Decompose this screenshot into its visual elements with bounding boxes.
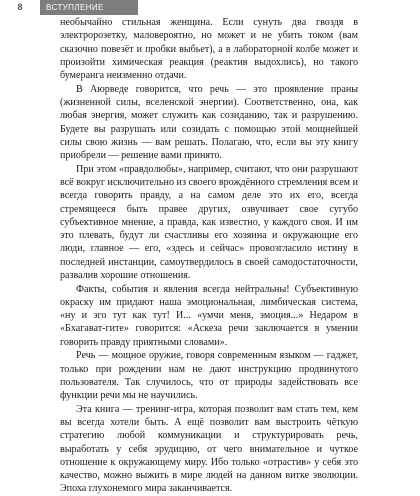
paragraph-this-book: Эта книга — тренинг-игра, которая позволит вам стать тем, кем вы всегда хотели быть. А ещё позволит вам выстроить чёткую стратегию любой коммуникации и структурировать речь, выработать у себя эрудицию, от чего внимательное и чуткое отношение к окружающему миру. Ибо только «отрастив» у себя это качество, можно выжить в мире людей на данном витке эволюции. Эпоха глухонемого мира заканчивается. xyxy=(60,403,358,495)
paragraph-continued: необычайно стильная женщина. Если сунуть два гвоздя в электророзетку, маловероятно, но может и не убить током (вам сказочно повезёт и пробки выбьет), а в лабораторной колбе может и произойти химическая реакция (реактив выдохлись), но такого бумеранга неизменно отдачи. xyxy=(60,17,358,81)
page-number: 8 xyxy=(0,0,40,15)
section-title: ВСТУПЛЕНИЕ xyxy=(40,0,138,15)
body-text xyxy=(60,16,358,496)
running-head xyxy=(0,0,138,15)
paragraph-facts: Факты, события и явления всегда нейтральны! Субъективную окраску им придают наша эмоциональная, лимбическая система, «ну и эго тут как тут! И... «умчи меня, эмоция...» Недаром в «Бхагават-гите» говорится: «Аскеза речи заключается в умении говорить правду приятными словами». xyxy=(60,283,358,348)
paragraph-speech-weapon: Речь — мощное оружие, говоря современным языком — гаджет, только при рождении нам не дают инструкцию продвинутого пользователя. Так случилось, что от природы задействовать все функции речи мы не научились. xyxy=(60,350,358,401)
paragraph-ayurveda: В Аюрведе говорится, что речь — это проявление праны (жизненной силы, вселенской энергии). Соответственно, она, как любая энергия, может служить как созиданию, так и разрушению. Будете вы разрушать или созидать с помощью этой мощнейшей силы свою жизнь — вам решать. Полагаю, что, если вы эту книгу приобрели — решение вами принято. xyxy=(60,83,358,161)
paragraph-truth-lovers: При этом «правдолюбы», например, считают, что они разрушают всё вокруг исключительно из своего врождённого стремления всем и всегда говорить правду, а на самом деле это их его, всегда стремящееся быть правее других, озвучивает свое сугубо субъективное мнение, а правда, как известно, у каждого своя. И им это плевать, будут ли счастливы его хозяина и окружающие его люди, главное — его, «здесь и сейчас» провозгласило истину в последней инстанции, самоутвердилось в своей самодостаточности, развалив хорошие отношения. xyxy=(60,163,358,281)
